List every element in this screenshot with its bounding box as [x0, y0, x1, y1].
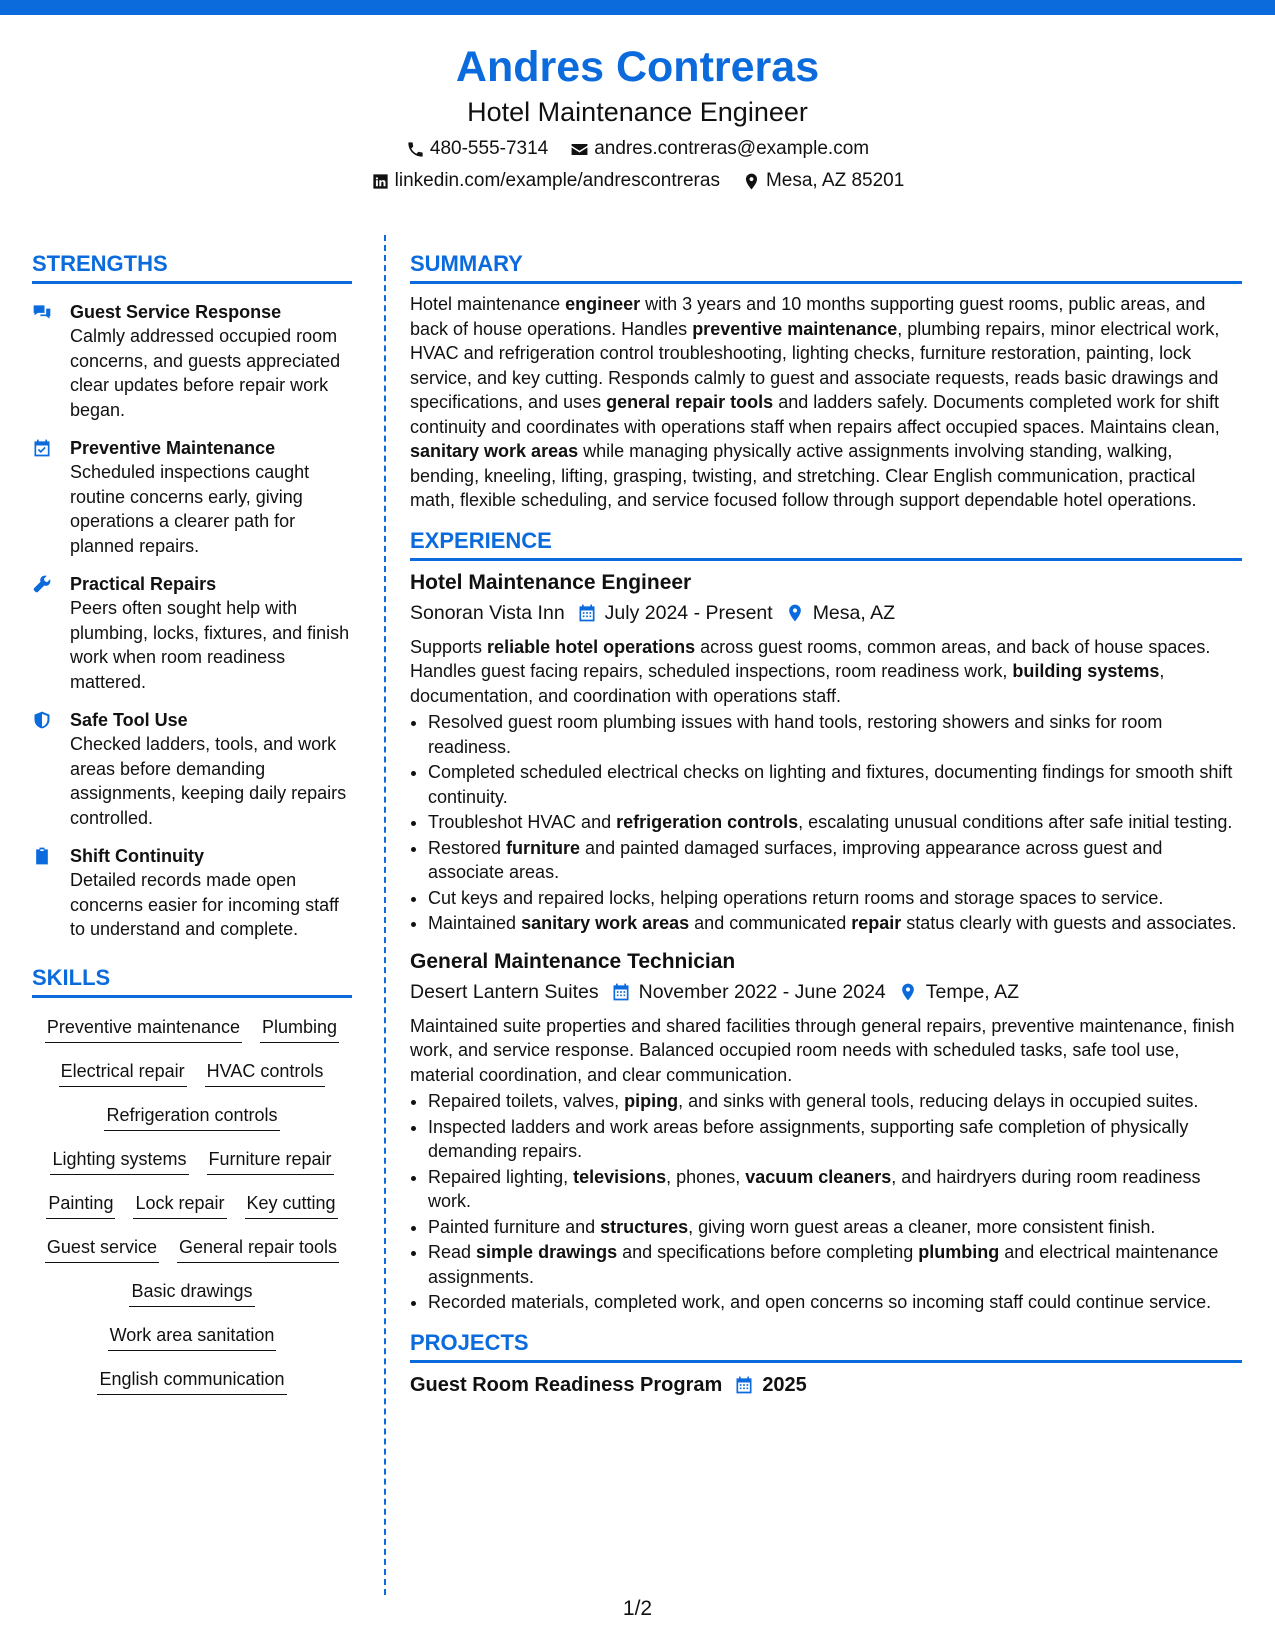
job-entry: [410, 569, 1242, 936]
strength-item: [32, 844, 352, 942]
job-description: Supports reliable hotel operations across guest rooms, common areas, and back of house spaces. Handles guest facing repairs, scheduled inspections, room readiness work, building systems, documentation, and coordination with operations staff.: [410, 636, 1211, 706]
skill-row: [32, 1012, 352, 1043]
skill-row: [32, 1056, 352, 1087]
bold-text: furniture: [506, 837, 581, 858]
contact-location: [742, 169, 904, 193]
skill-row: [32, 1320, 352, 1351]
job-meta: [410, 599, 1242, 627]
calendar-icon: [611, 982, 631, 1002]
contact-linkedin[interactable]: [371, 169, 720, 193]
job-bullet: • Painted furniture and structures, giving worn guest areas a cleaner, more consistent finish.: [428, 1215, 1242, 1240]
skill-tag: Lighting systems: [50, 1144, 188, 1175]
strength-item: [32, 708, 352, 830]
calendar-check-icon: [32, 438, 52, 458]
bold-text: structures: [600, 1216, 689, 1237]
skill-row: [32, 1188, 352, 1219]
job-title: General Maintenance Technician: [410, 949, 736, 973]
page-number: 1/2: [622, 1597, 653, 1620]
skill-row: [32, 1364, 352, 1395]
bold-text: engineer: [565, 294, 641, 314]
bold-text: sanitary work areas: [410, 441, 579, 461]
skill-tag: Key cutting: [245, 1188, 338, 1219]
job-bullet: • Repaired toilets, valves, piping, and sinks with general tools, reducing delays in occupied suites.: [428, 1089, 1242, 1114]
skill-tag: Preventive maintenance: [45, 1012, 242, 1043]
skill-tag: Painting: [46, 1188, 115, 1219]
skill-row: [32, 1276, 352, 1307]
strength-desc: Peers often sought help with plumbing, locks, fixtures, and finish work when room readiness mattered.: [70, 598, 350, 692]
bold-text: plumbing: [918, 1242, 1000, 1262]
envelope-icon: [570, 140, 589, 159]
job-bullets: [410, 1089, 1242, 1315]
skill-tag: English communication: [97, 1364, 286, 1395]
job-company: Desert Lantern Suites: [410, 980, 599, 1003]
strength-title: Guest Service Response: [70, 302, 282, 322]
bold-text: repair: [851, 913, 902, 933]
phone-text: 480-555-7314: [429, 138, 549, 159]
project-year: 2025: [762, 1373, 807, 1396]
strength-title: Practical Repairs: [70, 574, 217, 594]
skill-row: [32, 1144, 352, 1175]
skill-tag: Guest service: [45, 1232, 159, 1263]
job-meta: [410, 978, 1242, 1006]
top-accent-bar: [0, 0, 1275, 15]
job-dates: November 2022 - June 2024: [638, 980, 886, 1003]
job-company: Sonoran Vista Inn: [410, 601, 565, 624]
strength-title: Shift Continuity: [70, 846, 204, 866]
job-dates: July 2024 - Present: [604, 601, 773, 624]
candidate-role: Hotel Maintenance Engineer: [467, 97, 808, 127]
bold-text: building systems: [1012, 661, 1160, 681]
skill-tag: Plumbing: [260, 1012, 339, 1043]
skill-row: [32, 1100, 352, 1131]
project-item: [410, 1371, 1242, 1399]
job-bullet: • Read simple drawings and specifications before completing plumbing and electrical maintenance assignments.: [428, 1240, 1242, 1289]
bold-text: televisions: [573, 1166, 667, 1187]
skill-tag: General repair tools: [177, 1232, 339, 1263]
job-bullet: • Inspected ladders and work areas before assignments, supporting safe completion of physically demanding repairs.: [428, 1115, 1242, 1164]
bold-text: sanitary work areas: [521, 913, 690, 933]
skill-tag: HVAC controls: [205, 1056, 326, 1087]
phone-icon: [406, 140, 425, 159]
calendar-icon: [577, 603, 597, 623]
skill-tag: Work area sanitation: [108, 1320, 277, 1351]
right-column: [410, 250, 1242, 1399]
strength-item: [32, 436, 352, 558]
strength-title: Preventive Maintenance: [70, 438, 276, 458]
skill-row: [32, 1232, 352, 1263]
job-bullet: • Resolved guest room plumbing issues with hand tools, restoring showers and sinks for room readiness.: [428, 710, 1242, 759]
bold-text: simple drawings: [476, 1242, 618, 1262]
summary-title: SUMMARY: [410, 250, 1242, 284]
clipboard-icon: [32, 846, 52, 866]
job-bullet: • Completed scheduled electrical checks on lighting and fixtures, documenting findings for smooth shift continuity.: [428, 760, 1242, 809]
strength-desc: Calmly addressed occupied room concerns, and guests appreciated clear updates before repair work began.: [70, 326, 341, 420]
skill-tag: Refrigeration controls: [104, 1100, 279, 1131]
map-marker-icon: [742, 172, 761, 191]
linkedin-text: linkedin.com/example/andrescontreras: [394, 170, 720, 191]
job-bullet: • Cut keys and repaired locks, helping operations return rooms and storage spaces to service.: [428, 886, 1242, 911]
strength-desc: Detailed records made open concerns easier for incoming staff to understand and complete.: [70, 870, 339, 939]
summary-text: Hotel maintenance engineer with 3 years and 10 months supporting guest rooms, public areas, and back of house operations. Handles preventive maintenance, plumbing repairs, minor electrical work, HVAC and refrigeration control troubleshooting, lighting checks, furniture restoration, painting, lock service, and key cutting. Responds calmly to guest and associate requests, reads basic drawings and specifications, and uses general repair tools and ladders safely. Documents completed work for shift continuity and coordinates with operations staff when repairs affect occupied spaces. Maintains clean, sanitary work areas while managing physically active assignments involving standing, walking, bending, kneeling, lifting, grasping, twisting, and stretching. Clear English communication, practical math, flexible scheduling, and service focused follow through support dependable hotel operations.: [410, 294, 1220, 510]
strength-desc: Checked ladders, tools, and work areas before demanding assignments, keeping daily repairs controlled.: [70, 734, 347, 828]
strength-title: Safe Tool Use: [70, 710, 188, 730]
job-bullet: • Maintained sanitary work areas and communicated repair status clearly with guests and associates.: [428, 911, 1242, 936]
projects-title: PROJECTS: [410, 1329, 1242, 1363]
job-bullet: • Troubleshot HVAC and refrigeration controls, escalating unusual conditions after safe initial testing.: [428, 810, 1242, 835]
job-description: Maintained suite properties and shared facilities through general repairs, preventive maintenance, finish work, and service response. Balanced occupied room needs with scheduled tasks, safe tool use, material coordination, and clear communication.: [410, 1015, 1235, 1085]
left-column: [32, 250, 352, 1408]
map-marker-icon: [785, 603, 805, 623]
job-bullets: [410, 710, 1242, 936]
skill-tag: Basic drawings: [129, 1276, 254, 1307]
project-title: Guest Room Readiness Program: [410, 1373, 723, 1396]
comments-icon: [32, 302, 52, 322]
skill-tag: Lock repair: [133, 1188, 226, 1219]
bold-text: piping: [624, 1091, 679, 1111]
bold-text: reliable hotel operations: [487, 636, 696, 657]
job-title: Hotel Maintenance Engineer: [410, 570, 692, 594]
job-location: Tempe, AZ: [925, 980, 1019, 1003]
jobs-list: [410, 569, 1242, 1315]
job-entry: [410, 948, 1242, 1315]
contact-line-1: [0, 137, 1275, 161]
bold-text: preventive maintenance: [692, 318, 898, 339]
skill-tag: Electrical repair: [59, 1056, 187, 1087]
map-marker-icon: [898, 982, 918, 1002]
job-bullet: • Restored furniture and painted damaged surfaces, improving appearance across guest and associate areas.: [428, 836, 1242, 885]
job-bullet: • Recorded materials, completed work, and open concerns so incoming staff could continue service.: [428, 1290, 1242, 1315]
location-text: Mesa, AZ 85201: [765, 170, 905, 191]
bold-text: general repair tools: [606, 392, 774, 412]
skills-list: [32, 1012, 352, 1395]
strength-desc: Scheduled inspections caught routine concerns early, giving operations a clearer path for planned repairs.: [70, 462, 310, 556]
job-location: Mesa, AZ: [812, 601, 896, 624]
candidate-name: Andres Contreras: [455, 43, 820, 91]
job-bullet: • Repaired lighting, televisions, phones, vacuum cleaners, and hairdryers during room readiness work.: [428, 1165, 1242, 1214]
contact-phone[interactable]: [406, 137, 548, 161]
resume-header: [0, 40, 1275, 193]
column-divider: [384, 235, 386, 1595]
skill-tag: Furniture repair: [207, 1144, 334, 1175]
email-text: andres.contreras@example.com: [594, 138, 870, 159]
skills-title: SKILLS: [32, 964, 352, 998]
contact-email[interactable]: [570, 137, 869, 161]
shield-icon: [32, 710, 52, 730]
contact-line-2: [0, 169, 1275, 193]
bold-text: refrigeration controls: [616, 812, 799, 832]
experience-title: EXPERIENCE: [410, 527, 1242, 561]
calendar-icon: [734, 1375, 754, 1395]
strengths-title: STRENGTHS: [32, 250, 352, 284]
linkedin-icon: [371, 172, 390, 191]
wrench-icon: [32, 574, 52, 594]
bold-text: vacuum cleaners: [745, 1166, 892, 1187]
strength-item: [32, 300, 352, 422]
strength-item: [32, 572, 352, 694]
